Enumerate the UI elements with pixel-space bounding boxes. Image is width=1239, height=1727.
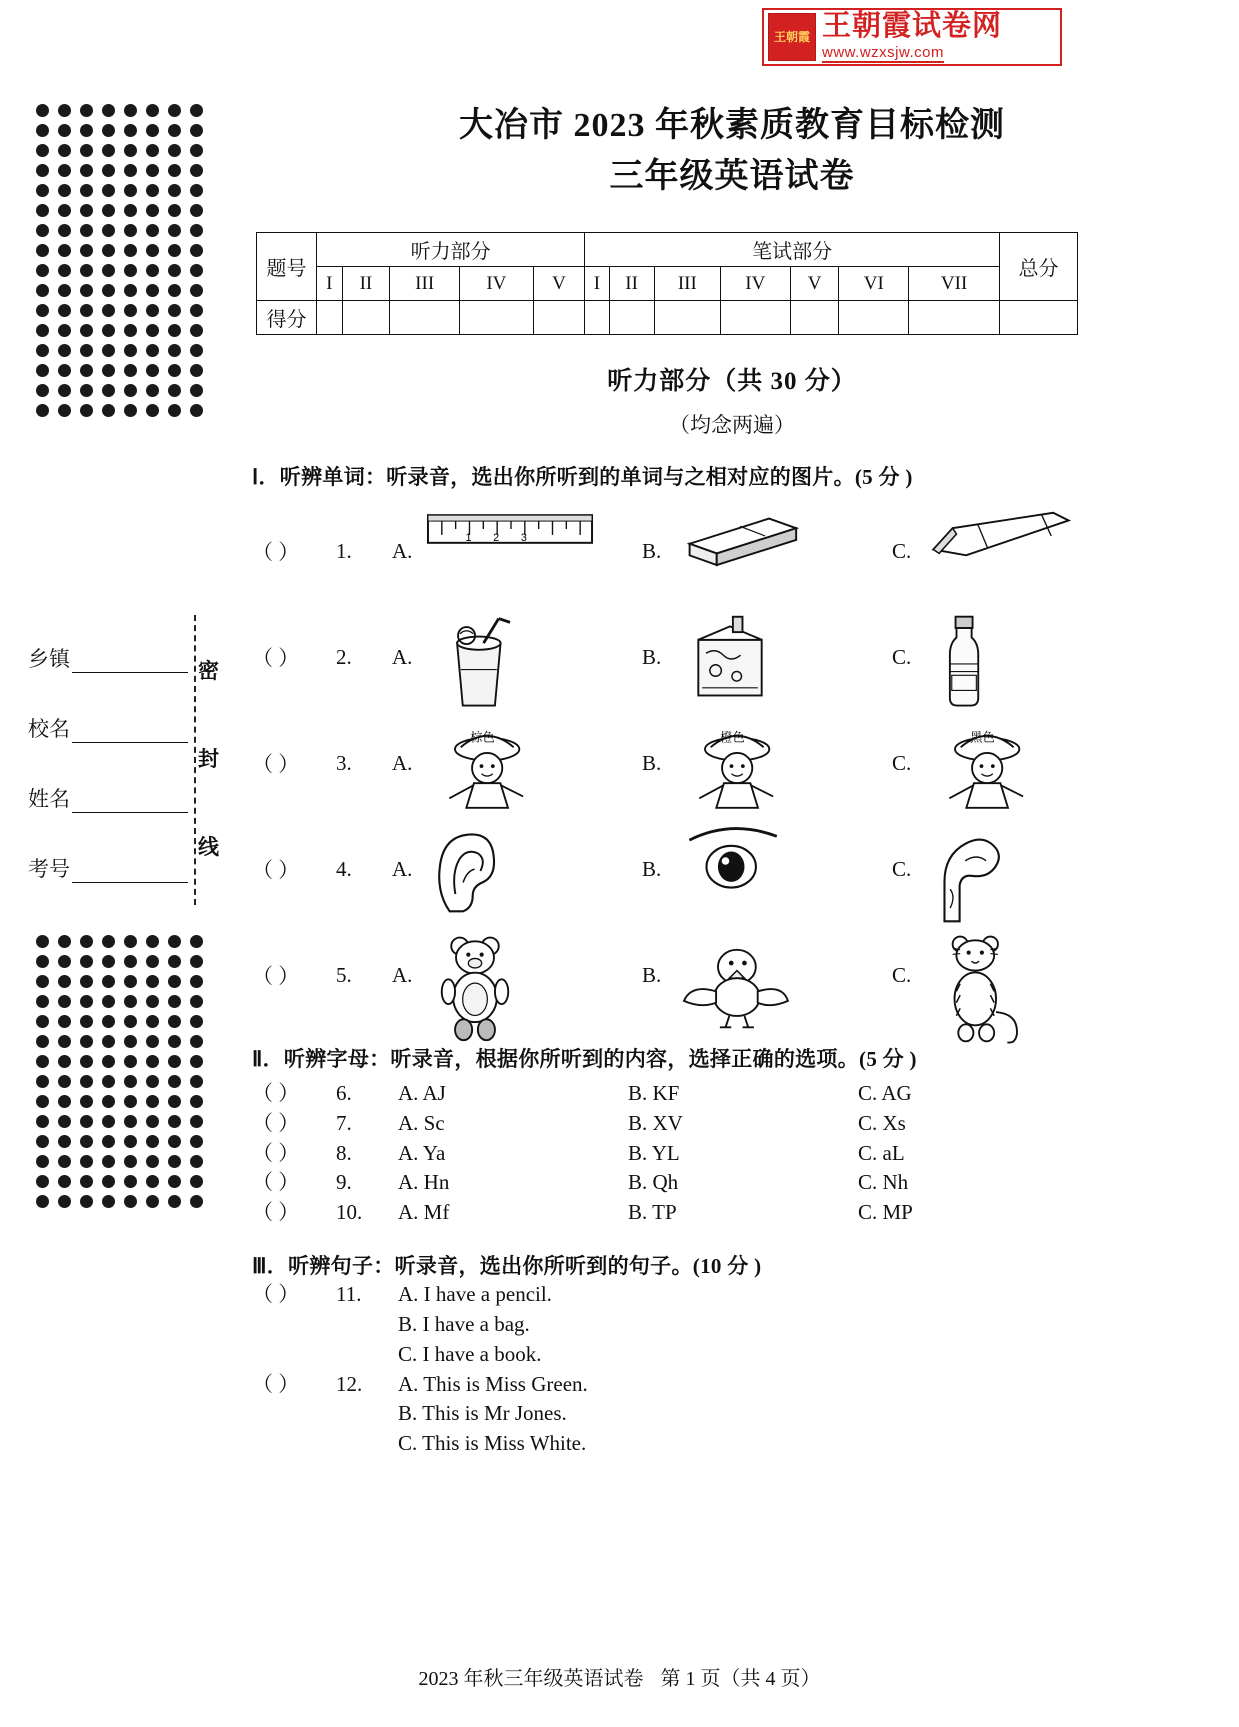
question-number-7: 7. <box>336 1110 352 1135</box>
exam-paper-body <box>252 100 1212 1459</box>
section-3-question-list <box>252 1280 1212 1459</box>
decorative-dot-grid-bottom <box>36 935 208 1208</box>
answer-blank-4[interactable]: （ ） <box>252 858 300 882</box>
score-input-l3[interactable] <box>390 301 460 335</box>
eye-icon <box>676 823 804 915</box>
question-number-10: 10. <box>336 1200 363 1225</box>
svg-text:黑色: 黑色 <box>970 730 995 745</box>
option-6-a[interactable]: A. AJ <box>398 1081 446 1105</box>
orange-cap-boy-icon <box>676 717 804 809</box>
option-1-c[interactable] <box>892 505 1054 597</box>
score-table-section-listening: 听力部分 <box>317 233 585 267</box>
answer-blank-9[interactable]: （ ） <box>252 1170 300 1195</box>
svg-text:棕色: 棕色 <box>470 730 495 745</box>
seal-icon: 王朝霞 <box>768 13 816 61</box>
score-input-w4[interactable] <box>720 301 790 335</box>
score-cell-w2: II <box>609 267 654 301</box>
answer-blank-2[interactable]: （ ） <box>252 646 300 670</box>
option-label-1-c: C. <box>892 538 912 563</box>
option-12-a[interactable]: A. This is Miss Green. <box>398 1371 588 1396</box>
option-label-4-c: C. <box>892 856 912 881</box>
juice-glass-icon <box>426 611 554 703</box>
answer-blank-11[interactable]: （ ） <box>252 1282 300 1307</box>
question-row-6 <box>252 1079 1212 1109</box>
question-row-7 <box>252 1109 1212 1139</box>
option-label-2-a: A. <box>392 644 413 669</box>
arm-icon <box>926 823 1054 915</box>
option-label-2-c: C. <box>892 644 912 669</box>
option-9-c[interactable]: C. Nh <box>858 1170 909 1195</box>
question-row-12 <box>252 1370 1212 1459</box>
logo-text-group <box>822 9 1003 63</box>
option-5-b[interactable] <box>642 929 892 1021</box>
dashed-seal-line <box>194 615 196 905</box>
score-cell-w5: V <box>790 267 839 301</box>
field-township[interactable] <box>28 643 188 673</box>
question-number-3: 3. <box>336 750 352 775</box>
ruler-icon <box>426 505 554 597</box>
bear-icon <box>426 929 554 1021</box>
option-stack-11 <box>398 1280 552 1369</box>
site-logo <box>762 8 1062 66</box>
listening-part-note: （均念两遍） <box>669 413 795 437</box>
seal-char-3: 线 <box>198 835 219 859</box>
score-table-row-label-score: 得分 <box>257 301 317 335</box>
option-label-4-a: A. <box>392 856 413 881</box>
option-6-b[interactable]: B. KF <box>628 1081 680 1105</box>
field-exam-number-label: 考号 <box>28 857 70 881</box>
question-row-1 <box>252 505 1212 597</box>
score-table-score-row <box>257 301 1078 335</box>
option-3-c[interactable] <box>892 717 1054 809</box>
option-label-1-a: A. <box>392 538 413 563</box>
bird-icon <box>676 929 804 1021</box>
section-3-heading: Ⅲ．听辨句子：听录音，选出你所听到的句子。(10 分 ) <box>252 1254 762 1279</box>
answer-blank-8[interactable]: （ ） <box>252 1140 300 1165</box>
option-1-b[interactable] <box>642 505 892 597</box>
option-stack-12 <box>398 1370 588 1459</box>
svg-text:3: 3 <box>520 531 527 544</box>
question-row-5 <box>252 929 1212 1021</box>
option-8-a[interactable]: A. Ya <box>398 1140 446 1165</box>
question-number-2: 2. <box>336 644 352 669</box>
option-2-c[interactable] <box>892 611 1054 703</box>
score-input-l2[interactable] <box>342 301 390 335</box>
footer-page-number: 第 1 页（共 4 页） <box>660 1668 821 1690</box>
field-exam-number[interactable] <box>28 853 188 883</box>
option-4-c[interactable] <box>892 823 1054 915</box>
question-number-11: 11. <box>336 1282 362 1307</box>
field-exam-number-input[interactable] <box>72 863 188 883</box>
question-number-9: 9. <box>336 1170 352 1195</box>
question-number-8: 8. <box>336 1140 352 1165</box>
answer-blank-6[interactable]: （ ） <box>252 1081 300 1105</box>
score-input-w5[interactable] <box>790 301 839 335</box>
question-row-3 <box>252 717 1212 809</box>
field-name[interactable] <box>28 783 188 813</box>
seal-char-1: 密 <box>198 659 219 683</box>
score-input-l5[interactable] <box>533 301 585 335</box>
section-2-question-list <box>252 1079 1212 1228</box>
milk-carton-icon <box>676 611 804 703</box>
listening-part-title: 听力部分（共 30 分） <box>607 368 857 395</box>
option-6-c[interactable]: C. AG <box>858 1081 912 1105</box>
field-township-input[interactable] <box>72 653 188 673</box>
seal-char-2: 封 <box>198 747 219 771</box>
decorative-dot-grid-top <box>36 104 208 417</box>
option-10-b[interactable]: B. TP <box>628 1200 677 1225</box>
answer-blank-12[interactable]: （ ） <box>252 1371 300 1396</box>
score-cell-w6: VI <box>839 267 909 301</box>
option-label-1-b: B. <box>642 538 662 563</box>
score-cell-l1: I <box>317 267 343 301</box>
score-input-w6[interactable] <box>839 301 909 335</box>
svg-text:1: 1 <box>465 531 472 544</box>
option-label-3-b: B. <box>642 750 662 775</box>
option-11-c[interactable]: C. I have a book. <box>398 1341 542 1366</box>
option-10-a[interactable]: A. Mf <box>398 1200 450 1225</box>
option-1-a[interactable] <box>392 505 642 597</box>
option-4-b[interactable] <box>642 823 892 915</box>
score-input-w3[interactable] <box>654 301 720 335</box>
answer-blank-5[interactable]: （ ） <box>252 964 300 988</box>
option-12-b[interactable]: B. This is Mr Jones. <box>398 1401 567 1426</box>
question-number-4: 4. <box>336 856 352 881</box>
sealing-line-block <box>28 615 219 905</box>
ear-icon <box>426 823 554 915</box>
question-number-12: 12. <box>336 1371 363 1396</box>
svg-text:橙色: 橙色 <box>720 730 745 745</box>
option-label-3-c: C. <box>892 750 912 775</box>
field-school-label: 校名 <box>28 717 70 741</box>
option-label-2-b: B. <box>642 644 662 669</box>
option-11-a[interactable]: A. I have a pencil. <box>398 1282 552 1307</box>
score-input-l1[interactable] <box>317 301 343 335</box>
score-table <box>256 232 1078 335</box>
water-bottle-icon <box>926 611 1054 703</box>
option-7-b[interactable]: B. XV <box>628 1110 683 1135</box>
score-cell-w4: IV <box>720 267 790 301</box>
score-input-l4[interactable] <box>460 301 534 335</box>
question-row-8 <box>252 1139 1212 1169</box>
option-label-5-a: A. <box>392 962 413 987</box>
answer-blank-3[interactable]: （ ） <box>252 752 300 776</box>
page-title-line1: 大冶市 2023 年秋素质教育目标检测 <box>459 107 1005 144</box>
score-input-total[interactable] <box>1000 301 1078 335</box>
eraser-icon <box>676 505 804 597</box>
option-10-c[interactable]: C. MP <box>858 1200 913 1225</box>
site-name: 王朝霞试卷网 <box>822 9 1003 42</box>
score-table-row-label-question: 题号 <box>257 233 317 301</box>
field-school-input[interactable] <box>72 723 188 743</box>
option-3-b[interactable] <box>642 717 892 809</box>
answer-blank-1[interactable]: （ ） <box>252 540 300 564</box>
question-number-1: 1. <box>336 538 352 563</box>
score-table-header-row <box>257 233 1078 267</box>
option-5-a[interactable] <box>392 929 642 1021</box>
score-cell-l4: IV <box>460 267 534 301</box>
option-7-a[interactable]: A. Sc <box>398 1110 445 1135</box>
score-table-roman-row <box>257 267 1078 301</box>
question-row-11 <box>252 1280 1212 1369</box>
option-label-5-b: B. <box>642 962 662 987</box>
option-label-4-b: B. <box>642 856 662 881</box>
brown-cap-boy-icon <box>426 717 554 809</box>
option-9-a[interactable]: A. Hn <box>398 1170 450 1195</box>
option-8-c[interactable]: C. aL <box>858 1140 905 1165</box>
black-cap-boy-icon <box>926 717 1054 809</box>
question-number-6: 6. <box>336 1081 352 1105</box>
option-5-c[interactable] <box>892 929 1054 1021</box>
option-2-a[interactable] <box>392 611 642 703</box>
option-4-a[interactable] <box>392 823 642 915</box>
score-cell-w7: VII <box>909 267 1000 301</box>
page-footer <box>0 1662 1239 1691</box>
answer-blank-10[interactable]: （ ） <box>252 1200 300 1225</box>
crayon-icon <box>926 505 1054 597</box>
score-input-w1[interactable] <box>585 301 609 335</box>
field-name-label: 姓名 <box>28 787 70 811</box>
score-cell-w3: III <box>654 267 720 301</box>
svg-text:2: 2 <box>493 531 500 544</box>
score-cell-l2: II <box>342 267 390 301</box>
score-input-w7[interactable] <box>909 301 1000 335</box>
page-title-line2: 三年级英语试卷 <box>609 158 855 195</box>
option-9-b[interactable]: B. Qh <box>628 1170 679 1195</box>
score-cell-l5: V <box>533 267 585 301</box>
option-7-c[interactable]: C. Xs <box>858 1110 906 1135</box>
score-cell-l3: III <box>390 267 460 301</box>
question-row-2 <box>252 611 1212 703</box>
footer-paper-name: 2023 年秋三年级英语试卷 <box>418 1668 644 1690</box>
answer-blank-7[interactable]: （ ） <box>252 1110 300 1135</box>
option-3-a[interactable] <box>392 717 642 809</box>
field-name-input[interactable] <box>72 793 188 813</box>
question-row-4 <box>252 823 1212 915</box>
option-2-b[interactable] <box>642 611 892 703</box>
field-township-label: 乡镇 <box>28 647 70 671</box>
score-cell-w1: I <box>585 267 609 301</box>
question-row-9 <box>252 1168 1212 1198</box>
option-label-5-c: C. <box>892 962 912 987</box>
tiger-icon <box>926 929 1054 1021</box>
page-title <box>252 100 1212 202</box>
option-8-b[interactable]: B. YL <box>628 1140 680 1165</box>
section-2-heading: Ⅱ．听辨字母：听录音，根据你所听到的内容，选择正确的选项。(5 分 ) <box>252 1047 917 1071</box>
question-row-10 <box>252 1198 1212 1228</box>
score-table-total-label: 总分 <box>1000 233 1078 301</box>
score-table-section-written: 笔试部分 <box>585 233 1000 267</box>
option-11-b[interactable]: B. I have a bag. <box>398 1311 530 1336</box>
question-number-5: 5. <box>336 962 352 987</box>
section-1-heading: Ⅰ．听辨单词：听录音，选出你所听到的单词与之相对应的图片。(5 分 ) <box>252 465 913 489</box>
field-school[interactable] <box>28 713 188 743</box>
site-url: www.wzxsjw.com <box>822 43 945 61</box>
score-input-w2[interactable] <box>609 301 654 335</box>
option-label-3-a: A. <box>392 750 413 775</box>
option-12-c[interactable]: C. This is Miss White. <box>398 1431 587 1456</box>
